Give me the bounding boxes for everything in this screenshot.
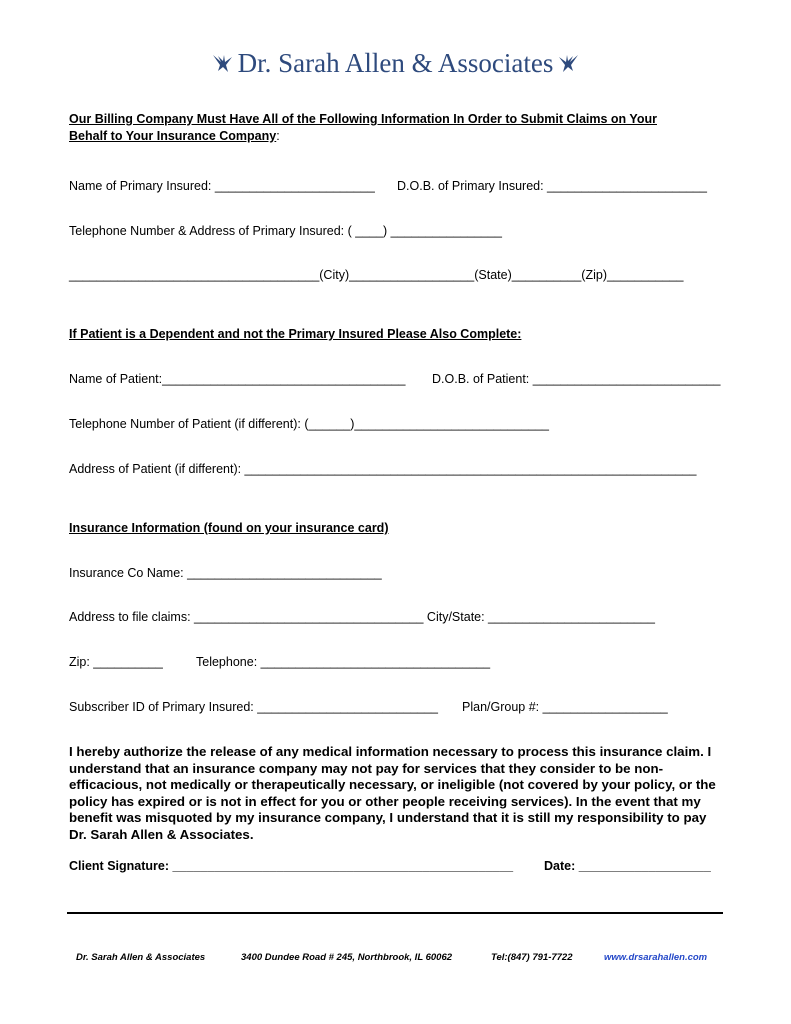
billing-heading-line2-text: Behalf to Your Insurance Company bbox=[69, 129, 277, 143]
insurance-heading: Insurance Information (found on your insurance card) bbox=[69, 521, 389, 535]
patient-dob-field[interactable]: D.O.B. of Patient: ___________________________ bbox=[432, 372, 721, 386]
patient-phone-field[interactable]: Telephone Number of Patient (if different): (______)____________________________ bbox=[69, 417, 550, 431]
billing-heading-colon: : bbox=[276, 129, 280, 143]
primary-insured-phone-field[interactable]: Telephone Number & Address of Primary Insured: ( ____) ________________ bbox=[69, 224, 502, 238]
footer-phone: Tel:(847) 791-7722 bbox=[491, 952, 573, 963]
bird-icon bbox=[212, 50, 234, 81]
footer-address: 3400 Dundee Road # 245, Northbrook, IL 60062 bbox=[241, 952, 453, 963]
page-title: Dr. Sarah Allen & Associates bbox=[237, 48, 554, 78]
billing-heading-line1: Our Billing Company Must Have All of the Following Information In Order to Submit Claims on Your bbox=[69, 112, 657, 126]
billing-heading-line2 bbox=[69, 129, 280, 143]
patient-address-field[interactable]: Address of Patient (if different): _________________________________________________________________ bbox=[69, 462, 697, 476]
plan-group-field[interactable]: Plan/Group #: __________________ bbox=[462, 700, 668, 714]
client-signature-field[interactable]: Client Signature: _________________________________________________ bbox=[69, 859, 514, 873]
insurance-co-name-field[interactable]: Insurance Co Name: ____________________________ bbox=[69, 566, 382, 580]
primary-insured-dob-field[interactable]: D.O.B. of Primary Insured: _______________________ bbox=[397, 179, 707, 193]
subscriber-id-field[interactable]: Subscriber ID of Primary Insured: __________________________ bbox=[69, 700, 439, 714]
authorization-statement: I hereby authorize the release of any medical information necessary to process this insurance claim. I understand that an insurance company may not pay for services that they consider to be non-efficacious, not medically or therapeutically necessary, or ineligible (not covered by your policy, or the policy has expired or is not in effect for you or other people receiving services). In the event that my benefit was misquoted by my insurance company, I understand that it is still my responsibility to pay Dr. Sarah Allen & Associates. bbox=[69, 744, 716, 842]
primary-insured-address-field[interactable]: ____________________________________(City)__________________(State)__________(Zip)___________ bbox=[69, 268, 684, 282]
date-field[interactable]: Date: ___________________ bbox=[544, 859, 711, 873]
page-header bbox=[0, 48, 791, 81]
footer-practice-name: Dr. Sarah Allen & Associates bbox=[76, 952, 206, 963]
dependent-heading: If Patient is a Dependent and not the Primary Insured Please Also Complete: bbox=[69, 327, 522, 341]
patient-name-field[interactable]: Name of Patient:___________________________________ bbox=[69, 372, 406, 386]
footer-divider bbox=[67, 912, 723, 914]
primary-insured-name-field[interactable]: Name of Primary Insured: _______________________ bbox=[69, 179, 375, 193]
bird-icon bbox=[557, 50, 579, 81]
claims-address-field[interactable]: Address to file claims: _________________________________ City/State: ________________________ bbox=[69, 610, 655, 624]
zip-field[interactable]: Zip: __________ bbox=[69, 655, 163, 669]
footer-website-link[interactable]: www.drsarahallen.com bbox=[604, 952, 708, 963]
telephone-field[interactable]: Telephone: _________________________________ bbox=[196, 655, 491, 669]
